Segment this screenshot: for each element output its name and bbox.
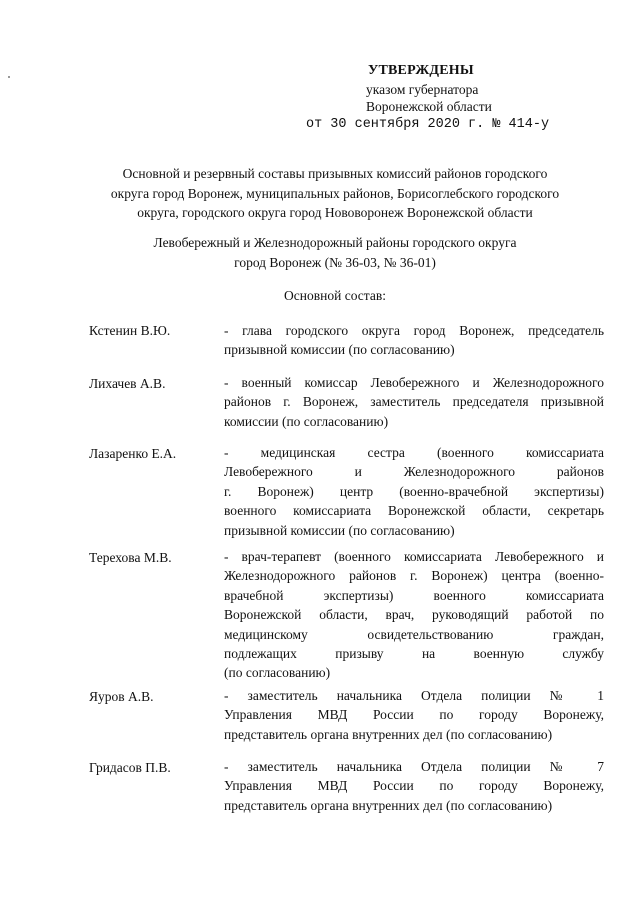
member-role: [224, 373, 604, 431]
role-line: (по согласованию): [224, 665, 331, 681]
member-role: [224, 321, 604, 360]
member-role: [224, 547, 604, 683]
role-line: призывной комиссии (по согласованию): [224, 522, 455, 538]
member-name: Лихачев А.В.: [89, 376, 166, 391]
role-line: Управления МВД России по городу Воронежу,: [224, 778, 604, 794]
role-line: районов г. Воронеж, заместитель председателя призывной: [224, 394, 604, 410]
role-line: г. Воронеж) центр (военно-врачебной экспертизы): [224, 483, 604, 499]
role-line: врачебной экспертизы) военного комиссариата: [224, 587, 604, 603]
title-line: округа город Воронеж, муниципальных районов, Борисоглебского городского: [110, 185, 560, 201]
section-heading: Основной состав:: [284, 288, 386, 303]
subtitle-line: Левобережный и Железнодорожный районы городского округа: [153, 235, 517, 250]
approval-region: Воронежской области: [366, 99, 492, 114]
role-line: - военный комиссар Левобережного и Железнодорожного: [224, 375, 604, 390]
role-line: призывной комиссии (по согласованию): [224, 342, 455, 358]
member-name: Яуров А.В.: [89, 689, 154, 704]
member-role: [224, 757, 604, 815]
role-line: медицинскому освидетельствованию граждан,: [224, 626, 604, 642]
role-line: - заместитель начальника Отдела полиции № 1: [224, 688, 604, 703]
role-line: комиссии (по согласованию): [224, 413, 389, 429]
role-line: Левобережного и Железнодорожного районов: [224, 464, 604, 480]
title-line: Основной и резервный составы призывных комиссий районов городского: [122, 166, 548, 181]
document-title: [80, 164, 590, 223]
district-subtitle: [80, 233, 590, 272]
role-line: - медицинская сестра (военного комиссариата: [224, 445, 604, 460]
role-line: - глава городского округа город Воронеж, председатель: [224, 323, 604, 338]
role-line: Воронежской области, врач, руководящий работой по: [224, 607, 604, 623]
approval-heading: УТВЕРЖДЕНЫ: [368, 63, 474, 78]
role-line: подлежащих призыву на военную службу: [224, 646, 604, 662]
approval-issuer: указом губернатора: [366, 82, 479, 97]
title-line: округа, городского округа город Нововоронеж Воронежской области: [137, 205, 533, 220]
member-name: Гридасов П.В.: [89, 760, 171, 775]
member-role: [224, 443, 604, 540]
member-name: Терехова М.В.: [89, 550, 172, 565]
approval-date-number: от 30 сентября 2020 г. № 414-у: [306, 117, 550, 132]
role-line: представитель органа внутренних дел (по согласованию): [224, 797, 553, 813]
subtitle-line: город Воронеж (№ 36-03, № 36-01): [234, 254, 436, 270]
role-line: представитель органа внутренних дел (по согласованию): [224, 726, 553, 742]
member-role: [224, 686, 604, 744]
member-name: Кстенин В.Ю.: [89, 323, 171, 338]
approval-stamp-block: [0, 0, 640, 140]
role-line: Железнодорожного районов г. Воронеж) центра (военно-: [224, 568, 604, 584]
role-line: - врач-терапевт (военного комиссариата Левобережного и: [224, 549, 604, 564]
member-name: Лазаренко Е.А.: [89, 446, 177, 461]
role-line: - заместитель начальника Отдела полиции № 7: [224, 759, 604, 774]
role-line: Управления МВД России по городу Воронежу,: [224, 707, 604, 723]
role-line: военного комиссариата Воронежской области, секретарь: [224, 503, 604, 519]
